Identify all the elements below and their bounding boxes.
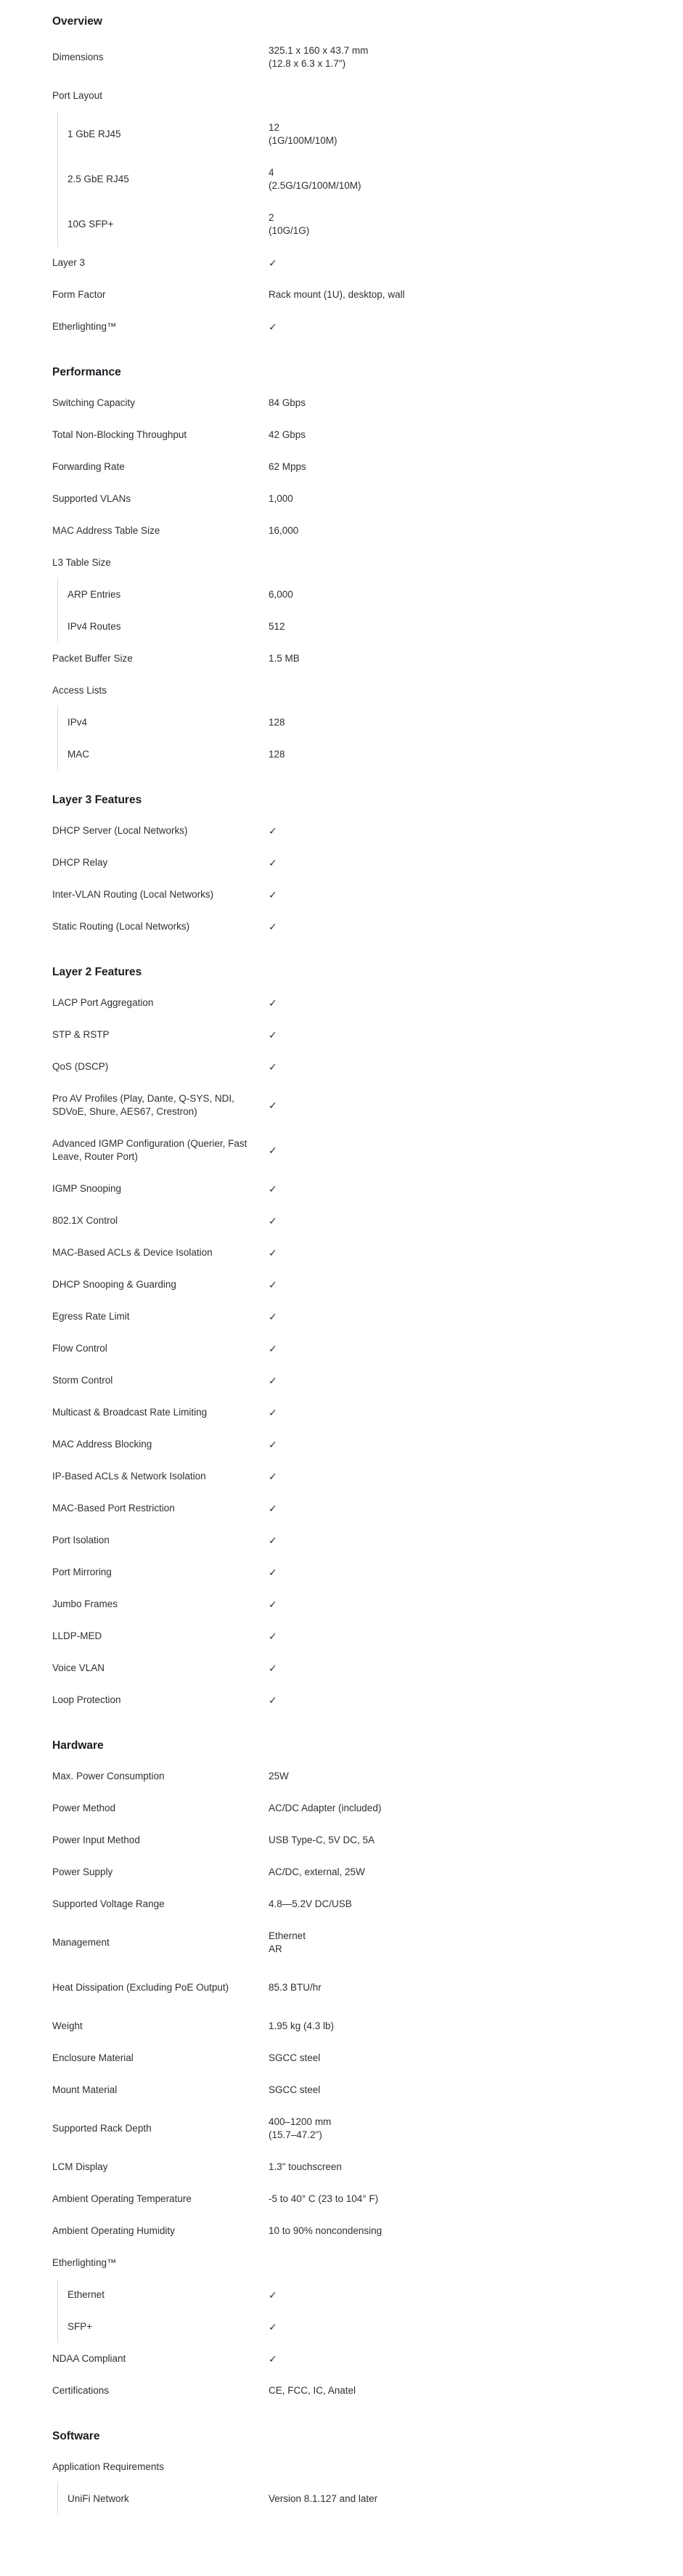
spec-row-supported-vlans — [52, 483, 631, 515]
checkmark-icon: ✓ — [269, 1061, 277, 1073]
spec-value: 84 Gbps — [269, 397, 306, 408]
section-title: Overview — [52, 15, 102, 28]
spec-row-stp-rstp — [52, 1019, 631, 1051]
checkmark-icon: ✓ — [269, 1567, 277, 1578]
checkmark-icon: ✓ — [269, 1029, 277, 1041]
spec-label: Static Routing (Local Networks) — [52, 921, 190, 932]
spec-value: 42 Gbps — [269, 429, 306, 440]
spec-value: -5 to 40° C (23 to 104° F) — [269, 2193, 379, 2204]
spec-label: Etherlighting™ — [52, 321, 117, 332]
spec-label: Max. Power Consumption — [52, 1771, 165, 1781]
spec-row-port-layout — [52, 80, 631, 112]
spec-row-mount-material — [52, 2074, 631, 2106]
checkmark-icon: ✓ — [269, 2289, 277, 2301]
spec-row-dhcp-server-local-networks — [52, 815, 631, 847]
spec-row-ipv4-routes — [52, 611, 631, 643]
spec-value: SGCC steel — [269, 2084, 321, 2095]
spec-label: Multicast & Broadcast Rate Limiting — [52, 1407, 208, 1418]
spec-row-dimensions — [52, 35, 631, 80]
spec-label: Supported Rack Depth — [52, 2123, 152, 2134]
spec-value: 128 — [269, 749, 285, 760]
spec-value: 6,000 — [269, 589, 293, 600]
spec-label: Power Method — [52, 1803, 116, 1813]
spec-label: IP-Based ACLs & Network Isolation — [52, 1471, 206, 1482]
section-hardware — [52, 1731, 631, 2407]
spec-label: Port Isolation — [52, 1535, 110, 1545]
spec-label: DHCP Snooping & Guarding — [52, 1279, 176, 1290]
spec-label: MAC Address Table Size — [52, 525, 160, 536]
spec-row-l3-table-size — [52, 547, 631, 579]
spec-label: 802.1X Control — [52, 1215, 118, 1226]
checkmark-icon: ✓ — [269, 321, 277, 333]
section-title: Layer 3 Features — [52, 794, 142, 806]
spec-row-switching-capacity — [52, 387, 631, 419]
checkmark-icon: ✓ — [269, 825, 277, 837]
spec-label: Management — [52, 1937, 110, 1948]
checkmark-icon: ✓ — [269, 1215, 277, 1227]
spec-row-weight — [52, 2010, 631, 2042]
spec-row-dhcp-relay — [52, 847, 631, 879]
spec-row-ethernet — [52, 2279, 631, 2311]
checkmark-icon: ✓ — [269, 2321, 277, 2333]
section-layer-3-features — [52, 786, 631, 943]
spec-label: ARP Entries — [68, 589, 121, 600]
spec-row-ambient-operating-temperature — [52, 2183, 631, 2215]
spec-row-mac — [52, 739, 631, 771]
spec-label: Forwarding Rate — [52, 461, 125, 472]
section-overview — [52, 9, 631, 343]
spec-label: Egress Rate Limit — [52, 1311, 130, 1322]
section-title: Hardware — [52, 1739, 104, 1752]
spec-value: 512 — [269, 621, 285, 632]
spec-row-power-method — [52, 1792, 631, 1824]
checkmark-icon: ✓ — [269, 2353, 277, 2365]
spec-value: Rack mount (1U), desktop, wall — [269, 289, 405, 300]
spec-label: Jumbo Frames — [52, 1598, 118, 1609]
spec-row-storm-control — [52, 1365, 631, 1397]
spec-row-voice-vlan — [52, 1652, 631, 1684]
spec-value: AC/DC Adapter (included) — [269, 1803, 382, 1813]
checkmark-icon: ✓ — [269, 1247, 277, 1259]
spec-value: 16,000 — [269, 525, 299, 536]
checkmark-icon: ✓ — [269, 1279, 277, 1291]
spec-value: 2 (10G/1G) — [269, 212, 310, 236]
spec-row-sfp — [52, 2311, 631, 2343]
spec-label: Voice VLAN — [52, 1662, 105, 1673]
spec-value: 4.8—5.2V DC/USB — [269, 1898, 352, 1909]
spec-row-ndaa-compliant — [52, 2343, 631, 2375]
spec-row-etherlighting — [52, 311, 631, 343]
spec-value: SGCC steel — [269, 2052, 321, 2063]
spec-value: 62 Mpps — [269, 461, 306, 472]
spec-label: Packet Buffer Size — [52, 653, 133, 664]
checkmark-icon: ✓ — [269, 921, 277, 933]
spec-label: Weight — [52, 2020, 83, 2031]
spec-label: DHCP Server (Local Networks) — [52, 825, 188, 836]
section-title: Software — [52, 2430, 100, 2442]
spec-row-dhcp-snooping-guarding — [52, 1269, 631, 1301]
spec-label: LLDP-MED — [52, 1630, 102, 1641]
spec-value: Ethernet AR — [269, 1930, 306, 1954]
spec-value: 1.5 MB — [269, 653, 300, 664]
spec-label: MAC Address Blocking — [52, 1439, 152, 1450]
section-software — [52, 2422, 631, 2515]
spec-row-10g-sfp — [52, 202, 631, 247]
spec-row-advanced-igmp-configuration-querier-fast-leave-router-port — [52, 1128, 631, 1173]
checkmark-icon: ✓ — [269, 997, 277, 1009]
spec-label: Supported VLANs — [52, 493, 131, 504]
spec-label: Heat Dissipation (Excluding PoE Output) — [52, 1982, 229, 1993]
spec-row-packet-buffer-size — [52, 643, 631, 675]
spec-row-lldp-med — [52, 1620, 631, 1652]
spec-label: Form Factor — [52, 289, 106, 300]
spec-label: Pro AV Profiles (Play, Dante, Q-SYS, NDI, SDVoE, Shure, AES67, Crestron) — [52, 1093, 234, 1117]
spec-row-heat-dissipation-excluding-poe-output — [52, 1965, 631, 2010]
spec-row-lcm-display — [52, 2151, 631, 2183]
spec-row-inter-vlan-routing-local-networks — [52, 879, 631, 911]
spec-row-supported-voltage-range — [52, 1888, 631, 1920]
spec-label: IPv4 Routes — [68, 621, 121, 632]
section-title: Performance — [52, 366, 121, 378]
spec-label: Power Input Method — [52, 1835, 140, 1845]
checkmark-icon: ✓ — [269, 1630, 277, 1642]
spec-label: Port Mirroring — [52, 1567, 112, 1577]
spec-row-total-non-blocking-throughput — [52, 419, 631, 451]
spec-label: Ambient Operating Temperature — [52, 2193, 192, 2204]
spec-value: USB Type-C, 5V DC, 5A — [269, 1835, 375, 1845]
spec-row-power-input-method — [52, 1824, 631, 1856]
spec-label: LACP Port Aggregation — [52, 997, 154, 1008]
checkmark-icon: ✓ — [269, 1598, 277, 1610]
checkmark-icon: ✓ — [269, 1343, 277, 1354]
spec-row-mac-address-table-size — [52, 515, 631, 547]
spec-value: 25W — [269, 1771, 289, 1781]
spec-row-2-5-gbe-rj45 — [52, 157, 631, 202]
spec-row-mac-based-port-restriction — [52, 1492, 631, 1524]
checkmark-icon: ✓ — [269, 1662, 277, 1674]
checkmark-icon: ✓ — [269, 1471, 277, 1482]
spec-label: Access Lists — [52, 685, 107, 696]
spec-label: UniFi Network — [68, 2493, 129, 2504]
spec-row-port-isolation — [52, 1524, 631, 1556]
spec-row-ambient-operating-humidity — [52, 2215, 631, 2247]
spec-value: 128 — [269, 717, 285, 728]
spec-value: 325.1 x 160 x 43.7 mm (12.8 x 6.3 x 1.7") — [269, 45, 369, 69]
spec-row-802-1x-control — [52, 1205, 631, 1237]
spec-row-ipv4 — [52, 707, 631, 739]
spec-row-ip-based-acls-network-isolation — [52, 1460, 631, 1492]
section-performance — [52, 358, 631, 771]
spec-label: SFP+ — [68, 2321, 93, 2332]
spec-label: DHCP Relay — [52, 857, 108, 868]
spec-value: 1.3" touchscreen — [269, 2161, 342, 2172]
spec-label: Ethernet — [68, 2289, 105, 2300]
spec-label: Loop Protection — [52, 1694, 121, 1705]
spec-value: AC/DC, external, 25W — [269, 1866, 365, 1877]
spec-label: QoS (DSCP) — [52, 1061, 109, 1072]
checkmark-icon: ✓ — [269, 1375, 277, 1386]
spec-label: 2.5 GbE RJ45 — [68, 174, 129, 184]
spec-row-enclosure-material — [52, 2042, 631, 2074]
section-layer-2-features — [52, 958, 631, 1716]
spec-row-forwarding-rate — [52, 451, 631, 483]
spec-label: Storm Control — [52, 1375, 113, 1386]
spec-row-lacp-port-aggregation — [52, 987, 631, 1019]
checkmark-icon: ✓ — [269, 1535, 277, 1546]
spec-row-loop-protection — [52, 1684, 631, 1716]
spec-value: 1.95 kg (4.3 lb) — [269, 2020, 335, 2031]
spec-row-multicast-broadcast-rate-limiting — [52, 1397, 631, 1429]
checkmark-icon: ✓ — [269, 257, 277, 269]
checkmark-icon: ✓ — [269, 1439, 277, 1450]
spec-value: 1,000 — [269, 493, 293, 504]
spec-row-pro-av-profiles-play-dante-q-sys-ndi-sdvoe-shure-aes67-crestron — [52, 1083, 631, 1128]
spec-label: LCM Display — [52, 2161, 108, 2172]
checkmark-icon: ✓ — [269, 1145, 277, 1156]
spec-label: STP & RSTP — [52, 1029, 110, 1040]
spec-row-max-power-consumption — [52, 1760, 631, 1792]
spec-row-mac-based-acls-device-isolation — [52, 1237, 631, 1269]
spec-row-jumbo-frames — [52, 1588, 631, 1620]
spec-label: Power Supply — [52, 1866, 113, 1877]
spec-row-layer-3 — [52, 247, 631, 279]
spec-row-unifi-network — [52, 2483, 631, 2515]
checkmark-icon: ✓ — [269, 857, 277, 869]
spec-label: IGMP Snooping — [52, 1183, 122, 1194]
spec-value: CE, FCC, IC, Anatel — [269, 2385, 356, 2396]
spec-row-access-lists — [52, 675, 631, 707]
spec-label: MAC — [68, 749, 89, 760]
spec-row-supported-rack-depth — [52, 2106, 631, 2151]
spec-row-form-factor — [52, 279, 631, 311]
spec-row-egress-rate-limit — [52, 1301, 631, 1333]
spec-label: Dimensions — [52, 52, 104, 62]
spec-row-port-mirroring — [52, 1556, 631, 1588]
spec-row-application-requirements — [52, 2451, 631, 2483]
spec-label: Enclosure Material — [52, 2052, 134, 2063]
spec-label: MAC-Based Port Restriction — [52, 1503, 175, 1513]
spec-label: IPv4 — [68, 717, 88, 728]
spec-value: Version 8.1.127 and later — [269, 2493, 378, 2504]
spec-row-power-supply — [52, 1856, 631, 1888]
spec-label: Supported Voltage Range — [52, 1898, 165, 1909]
checkmark-icon: ✓ — [269, 1503, 277, 1514]
spec-value: 4 (2.5G/1G/100M/10M) — [269, 167, 361, 191]
spec-label: Switching Capacity — [52, 397, 136, 408]
spec-label: Mount Material — [52, 2084, 118, 2095]
spec-value: 400–1200 mm (15.7–47.2") — [269, 2116, 332, 2140]
spec-label: L3 Table Size — [52, 557, 111, 568]
spec-label: Ambient Operating Humidity — [52, 2225, 175, 2236]
spec-label: 10G SFP+ — [68, 219, 114, 229]
spec-row-qos-dscp — [52, 1051, 631, 1083]
spec-value: 12 (1G/100M/10M) — [269, 122, 338, 146]
section-title: Layer 2 Features — [52, 966, 142, 978]
spec-label: 1 GbE RJ45 — [68, 129, 121, 139]
spec-row-static-routing-local-networks — [52, 911, 631, 943]
spec-label: NDAA Compliant — [52, 2353, 126, 2364]
spec-row-certifications — [52, 2375, 631, 2407]
spec-value: 10 to 90% noncondensing — [269, 2225, 383, 2236]
spec-row-etherlighting — [52, 2247, 631, 2279]
checkmark-icon: ✓ — [269, 1183, 277, 1195]
checkmark-icon: ✓ — [269, 1407, 277, 1418]
spec-row-flow-control — [52, 1333, 631, 1365]
checkmark-icon: ✓ — [269, 1100, 277, 1111]
spec-value: 85.3 BTU/hr — [269, 1982, 322, 1993]
spec-label: Layer 3 — [52, 257, 86, 268]
checkmark-icon: ✓ — [269, 1311, 277, 1322]
spec-row-1-gbe-rj45 — [52, 112, 631, 157]
checkmark-icon: ✓ — [269, 889, 277, 901]
spec-label: Certifications — [52, 2385, 110, 2396]
checkmark-icon: ✓ — [269, 1694, 277, 1706]
spec-label: Port Layout — [52, 90, 103, 101]
spec-row-mac-address-blocking — [52, 1429, 631, 1460]
spec-row-arp-entries — [52, 579, 631, 611]
spec-label: Application Requirements — [52, 2461, 164, 2472]
spec-label: Flow Control — [52, 1343, 107, 1354]
spec-label: Inter-VLAN Routing (Local Networks) — [52, 889, 214, 900]
spec-label: MAC-Based ACLs & Device Isolation — [52, 1247, 213, 1258]
spec-label: Advanced IGMP Configuration (Querier, Fast Leave, Router Port) — [52, 1138, 248, 1162]
spec-label: Total Non-Blocking Throughput — [52, 429, 187, 440]
spec-label: Etherlighting™ — [52, 2257, 117, 2268]
spec-row-management — [52, 1920, 631, 1965]
spec-row-igmp-snooping — [52, 1173, 631, 1205]
